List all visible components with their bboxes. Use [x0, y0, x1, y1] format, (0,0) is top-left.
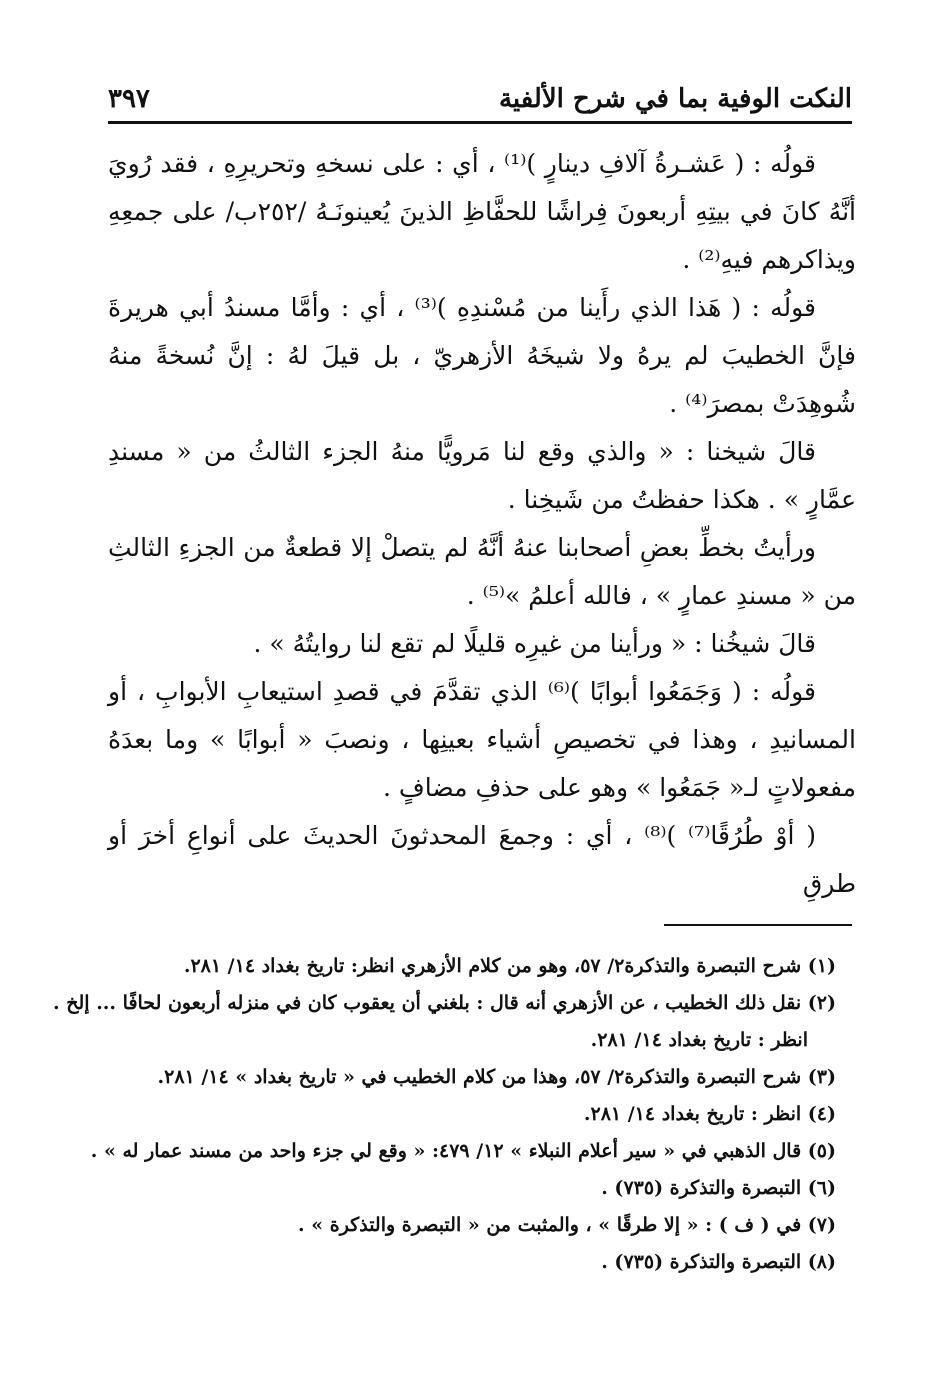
paragraph-4: ورأيتُ بخطِّ بعضِ أصحابنا عنهُ أنَّهُ لم يتصلْ إلا قطعةٌ من الجزءِ الثالثِ من « مسندِ عمارٍ » ، فالله أعلمُ »⁽⁵⁾ . [108, 533, 856, 610]
footnote-6: (٦) التبصرة والتذكرة (٧٣٥) . [601, 1177, 836, 1199]
paragraph-7: ( أوْ طُرُقًا⁽⁷⁾ )⁽⁸⁾ ، أي : وجمعَ المحدثونَ الحديثَ على أنواعِ أخرَ أو طرقِ [108, 821, 856, 898]
footnote-2-continued: انظر : تاريخ بغداد ١٤/ ٢٨١. [590, 1029, 808, 1051]
paragraph-3: قالَ شيخنا : « والذي وقع لنا مَرويًّا منهُ الجزء الثالثُ من « مسندِ عمَّارٍ » . هكذا حفظتُ من شَيخِنا . [108, 437, 856, 514]
main-text [108, 140, 856, 908]
footnote-7: (٧) في ( ف ) : « إلا طرقًا » ، والمثبت من « التبصرة والتذكرة » . [298, 1214, 836, 1236]
header-rule [108, 121, 852, 124]
page-header [108, 70, 852, 114]
footnote-8: (٨) التبصرة والتذكرة (٧٣٥) . [601, 1251, 836, 1273]
footnote-4: (٤) انظر : تاريخ بغداد ١٤/ ٢٨١. [583, 1103, 836, 1125]
paragraph-1: قولُه : ( عَشـرةُ آلافِ دينارٍ )⁽¹⁾ ، أي : على نسخهِ وتحريرِهِ ، فقد رُويَ أنَّهُ كانَ في بيتِهِ أربعونَ فِراشًا للحفَّاظِ الذينَ يُعينونَـهُ /٢٥٢ب/ على جمعِهِ ويذاكرهم فيهِ⁽²⁾ . [108, 149, 856, 274]
footnotes [53, 948, 856, 1281]
paragraph-5: قالَ شيخُنا : « ورأينا من غيرِه قليلًا لم تقع لنا روايتُهُ » . [253, 629, 816, 658]
page-number: ٣٩٧ [108, 84, 150, 114]
footnote-2: (٢) نقل ذلك الخطيب ، عن الأزهري أنه قال : بلغني أن يعقوب كان في منزله أربعون لحافًا ... إلخ . [53, 992, 836, 1014]
footnote-1: (١) شرح التبصرة والتذكرة٢/ ٥٧، وهو من كلام الأزهري انظر: تاريخ بغداد ١٤/ ٢٨١. [183, 955, 836, 977]
footnote-5: (٥) قال الذهبي في « سير أعلام النبلاء » ١٢/ ٤٧٩: « وقع لي جزء واحد من مسند عمار له » . [90, 1140, 836, 1162]
footnote-separator [664, 924, 852, 926]
running-title: النكت الوفية بما في شرح الألفية [498, 84, 852, 114]
footnote-3: (٣) شرح التبصرة والتذكرة٢/ ٥٧، وهذا من كلام الخطيب في « تاريخ بغداد » ١٤/ ٢٨١. [157, 1066, 836, 1088]
paragraph-6: قولُه : ( وَجَمَعُوا أبوابًا )⁽⁶⁾ الذي تقدَّمَ في قصدِ استيعابِ الأبوابِ ، أو المسانيدِ ، وهذا في تخصيصِ أشياء بعينِها ، ونصبَ « أبوابًا » وما بعدَهُ مفعولاتٍ لـ« جَمَعُوا » وهو على حذفِ مضافٍ . [108, 677, 856, 802]
paragraph-2: قولُه : ( هَذا الذي رأَينا من مُسْندِهِ )⁽³⁾ ، أي : وأمَّا مسندُ أبي هريرةَ فإنَّ الخطيبَ لم يرهُ ولا شيخَهُ الأزهريّ ، بل قيلَ لهُ : إنَّ نُسخةً منهُ شُوهِدَتْ بمصرَ⁽⁴⁾ . [108, 293, 856, 418]
